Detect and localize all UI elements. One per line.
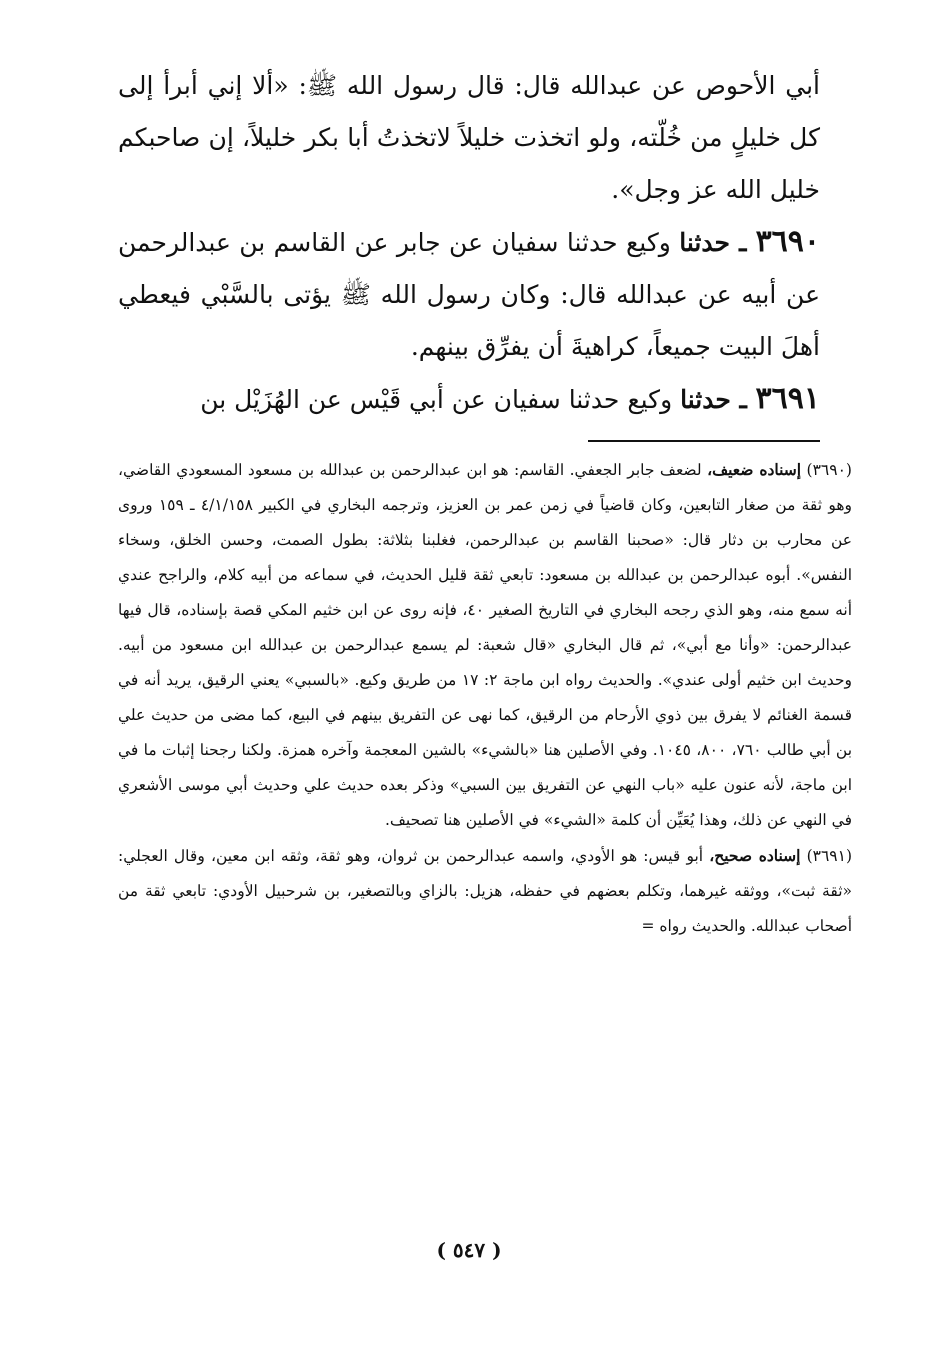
hadith-number: ٣٦٩٠ — [755, 224, 821, 259]
page-number: ( ٥٤٧ ) — [436, 1238, 502, 1262]
footnotes-section — [118, 452, 852, 944]
hadith-separator: ـ — [730, 385, 756, 414]
footnote-text: لضعف جابر الجعفي. القاسم: هو ابن عبدالرحمن بن عبدالله بن مسعود المسعودي القاضي، وهو ثقة من صغار التابعين، وكان قاضياً في زمن عمر بن العزيز، وترجمه البخاري في الكبير ٤/١/١٥٨ ـ ١٥٩ وروى عن محارب بن دثار قال: «صحبنا القاسم بن عبدالرحمن، فغلبنا بثلاثة: بطول الصمت، وحسن الخلق، وسخاء النفس». أبوه عبدالرحمن بن عبدالله بن مسعود: تابعي ثقة قليل الحديث، في سماعه من أبيه كلام، والراجح عندي أنه سمع منه، وهو الذي رجحه البخاري في التاريخ الصغير ٤٠، فإنه روى عن ابن خثيم المكي قصة بإسناده، قال فيها عبدالرحمن: «وأنا مع أبي»، ثم قال البخاري «قال شعبة: لم يسمع عبدالرحمن بن عبدالله ابن مسعود من أبيه. وحديث ابن خثيم أولى عندي». والحديث رواه ابن ماجة ٢: ١٧ من طريق وكيع. «بالسبي» يعني الرقيق، يريد أنه في قسمة الغنائم لا يفرق بين ذوي الأرحام من الرقيق، كما نهى عن التفريق بينهم في البيع، كما مضى من حديث علي بن أبي طالب ٧٦٠، ٨٠٠، ١٠٤٥. وفي الأصلين هنا «بالشيء» بالشين المعجمة وآخره همزة. ولكنا رجحنا إثبات ما في ابن ماجة، لأنه عنون عليه «باب النهي عن التفريق بين السبي» وذكر بعده حديث علي وحديث أبي موسى الأشعري في النهي عن ذلك، وهذا يُعَيِّن أن كلمة «الشيء» في الأصلين هنا تصحيف. — [118, 461, 853, 829]
page-content — [118, 60, 853, 1323]
footnote-3691 — [118, 838, 852, 944]
footnote-text: أبو قيس: هو الأودي، واسمه عبدالرحمن بن ثروان، وهو ثقة، وثقه ابن معين، وقال العجلي: «ثقة ثبت»، ووثقه غيرهما، وتكلم بعضهم في حفظه، هزيل: بالزاي وبالتصغير، بن شرحبيل الأودي: تابعي ثقة من أصحاب عبدالله. والحديث رواه = — [118, 847, 852, 935]
hadith-text: وكيع حدثنا سفيان عن جابر عن القاسم بن عبدالرحمن عن أبيه عن عبدالله قال: وكان رسول الله ﷺ يؤتى بالسَّبْي فيعطي أهلَ البيت جميعاً، كراهيةَ أن يفرِّق بينهم. — [118, 228, 820, 361]
hadith-number: ٣٦٩١ — [755, 381, 820, 416]
hadith-intro-word: حدثنا — [679, 228, 730, 257]
footnote-3690 — [118, 452, 852, 838]
hadith-3691 — [118, 373, 820, 426]
footnote-grade: إسناده ضعيف، — [707, 460, 802, 479]
footnote-grade: إسناده صحيح، — [709, 846, 801, 865]
hadith-intro-word: حدثنا — [680, 385, 731, 414]
hadith-3690 — [118, 216, 820, 373]
hadith-text: وكيع حدثنا سفيان عن أبي قَيْس عن الهُزَيْل بن — [200, 385, 681, 414]
footnote-reference: (٣٦٩٠) — [806, 461, 852, 479]
hadith-separator: ـ — [729, 228, 756, 257]
footnote-divider — [588, 440, 820, 442]
main-paragraph-continuation: أبي الأحوص عن عبدالله قال: قال رسول الله ﷺ: «ألا إني أبرأ إلى كل خليلٍ من خُلّته، ولو اتخذت خليلاً لاتخذتُ أبا بكر خليلاً، إن صاحبكم خليل الله عز وجل». — [118, 71, 820, 204]
footnote-reference: (٣٦٩١) — [806, 847, 852, 865]
